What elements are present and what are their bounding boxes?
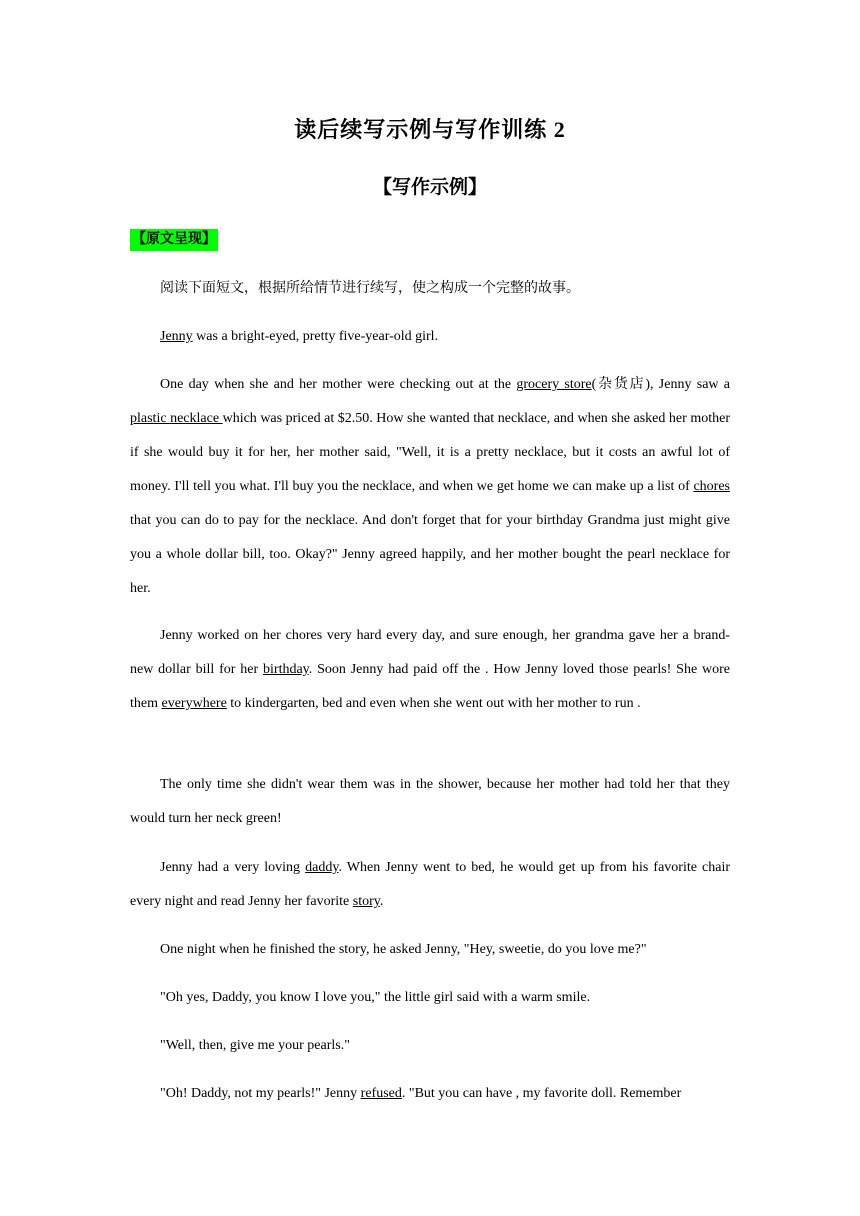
paragraph-text: . "But you can have , my favorite doll. Remember (401, 1086, 682, 1101)
paragraph-text: "Oh! Daddy, not my pearls!" Jenny (160, 1086, 361, 1101)
original-text-tag: 【原文呈现】 (130, 229, 218, 251)
paragraph-text: to kindergarten, bed and even when she went out with her mother to run . (226, 696, 641, 711)
paragraph-text: . (379, 894, 384, 909)
paragraph-text: which was priced at $2.50. How she wanted that necklace, and when she asked her mother if she would buy it for her, her mother said, "Well, it is a pretty necklace, but it costs an awful lot of money. I'll tell you what. I'll buy you the necklace, and when we get home we can make up a list of (130, 411, 730, 494)
paragraph-text: that you can do to pay for the necklace. And don't forget that for your birthday Grandma just might give you a whole dollar bill, too. Okay?" Jenny agreed happily, and her mother bought the pearl necklace for her. (130, 513, 730, 596)
document-title: 读后续写示例与写作训练 2 (294, 117, 566, 142)
paragraph-text: was a bright-eyed, pretty five-year-old girl. (192, 329, 439, 344)
paragraph-5 (130, 851, 730, 919)
underlined-word: chores (693, 479, 730, 494)
underlined-word: everywhere (161, 696, 227, 711)
paragraph-9 (130, 1077, 730, 1111)
underlined-word: grocery store (516, 377, 592, 392)
paragraph-7: "Oh yes, Daddy, you know I love you," the little girl said with a warm smile. (160, 990, 591, 1005)
paragraph-text: Jenny worked on her chores very hard every day, and sure enough, her grandma gave her a brand-new dollar bill for her (130, 628, 730, 677)
paragraph-8: "Well, then, give me your pearls." (160, 1038, 350, 1053)
underlined-word: story (352, 894, 380, 909)
underlined-word: daddy (305, 860, 339, 875)
section-heading: 【写作示例】 (372, 177, 487, 198)
underlined-word: refused (360, 1086, 402, 1101)
paragraph-text: Jenny had a very loving (160, 860, 306, 875)
paragraph-text: One day when she and her mother were checking out at the (160, 377, 517, 392)
instruction-text: 阅读下面短文，根据所给情节进行续写，使之构成一个完整的故事。 (160, 281, 580, 296)
paragraph-text: (杂货店), Jenny saw a (591, 377, 731, 392)
paragraph-3 (130, 619, 730, 721)
paragraph-6: One night when he finished the story, he asked Jenny, "Hey, sweetie, do you love me?" (160, 942, 647, 957)
paragraph-4: The only time she didn't wear them was in the shower, because her mother had told her that they would turn her neck green! (130, 777, 730, 826)
paragraph-text: . Soon Jenny had paid off the . How Jenny loved those pearls! She wore them (130, 662, 730, 711)
underlined-word: plastic necklace (130, 411, 223, 426)
instruction-paragraph (130, 272, 730, 306)
underlined-word: Jenny (160, 329, 193, 344)
paragraph-2 (130, 368, 730, 606)
paragraph-1 (130, 320, 730, 354)
underlined-word: birthday (263, 662, 309, 677)
paragraph-text: . When Jenny went to bed, he would get up from his favorite chair every night and read Jenny her favorite (130, 860, 730, 909)
